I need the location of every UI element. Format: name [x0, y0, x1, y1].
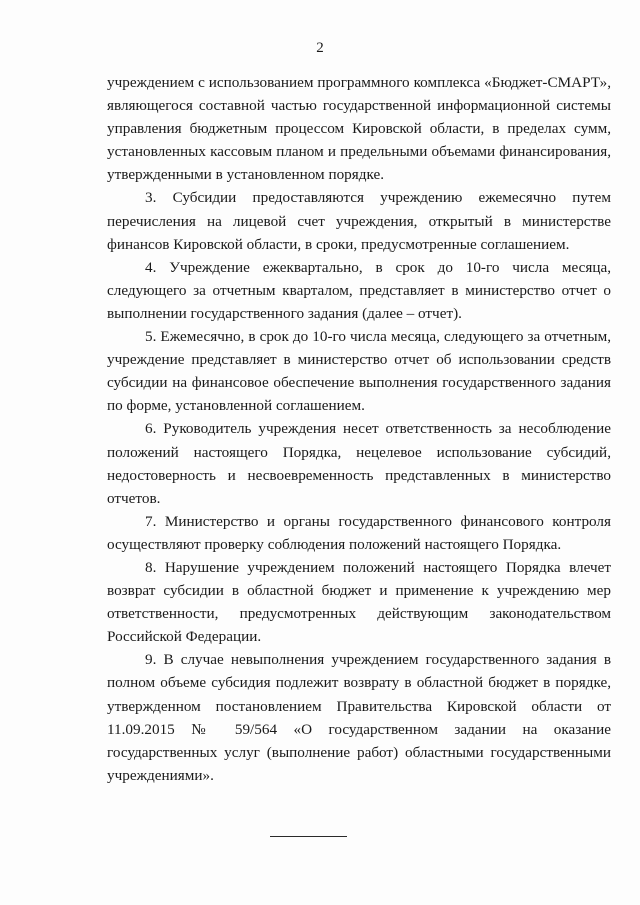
- paragraph-continuation: учреждением с использованием программного комплекса «Бюджет-СМАРТ», являющегося составной частью государственной информационной системы управления бюджетным процессом Кировской области, в пределах сумм, установленных кассовым планом и предельными объемами финансирования, утвержденными в установленном порядке.: [107, 74, 611, 184]
- paragraph-9: 9. В случае невыполнения учреждением государственного задания в полном объеме субсидия подлежит возврату в областной бюджет в порядке, утвержденном постановлением Правительства Кировской области от 11.09.2015 № 59/564 «О государственном задании на оказание государственных услуг (выполнение работ) областными государственными учреждениями».: [107, 651, 611, 784]
- paragraph-4: 4. Учреждение ежеквартально, в срок до 10-го числа месяца, следующего за отчетным кварталом, представляет в министерство отчет о выполнении государственного задания (далее – отчет).: [107, 258, 611, 322]
- paragraph-5: 5. Ежемесячно, в срок до 10-го числа месяца, следующего за отчетным, учреждение представляет в министерство отчет об использовании средств субсидии на финансовое обеспечение выполнения государственного задания по форме, установленной соглашением.: [107, 328, 611, 415]
- document-body: [107, 71, 611, 787]
- paragraph-6: 6. Руководитель учреждения несет ответственность за несоблюдение положений настоящего Порядка, нецелевое использование субсидий, недостоверность и несвоевременность представленных в министерство отчетов.: [107, 420, 611, 507]
- paragraph-3: 3. Субсидии предоставляются учреждению ежемесячно путем перечисления на лицевой счет учреждения, открытый в министерстве финансов Кировской области, в сроки, предусмотренные соглашением.: [107, 189, 611, 253]
- paragraph-8: 8. Нарушение учреждением положений настоящего Порядка влечет возврат субсидии в областной бюджет и применение к учреждению мер ответственности, предусмотренных действующим законодательством Российской Федерации.: [107, 558, 611, 646]
- closing-rule-divider: [270, 836, 347, 837]
- paragraph-7: 7. Министерство и органы государственного финансового контроля осуществляют проверку соблюдения положений настоящего Порядка.: [107, 512, 611, 553]
- page-number: 2: [316, 40, 324, 56]
